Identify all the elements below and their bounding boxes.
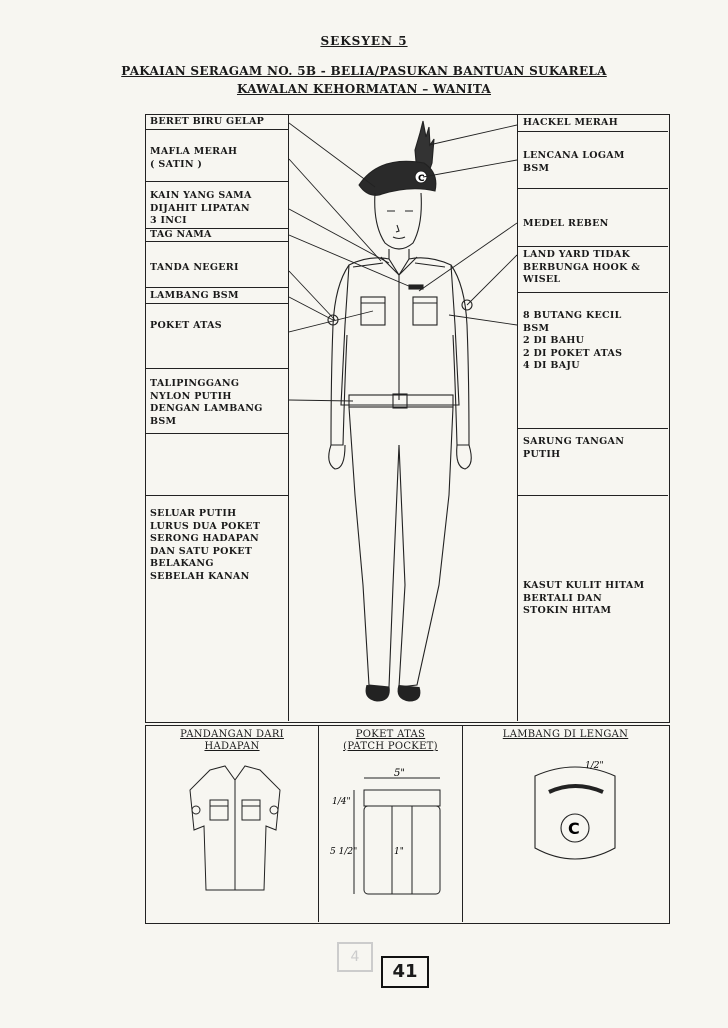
label-tanda-negeri: TANDA NEGERI bbox=[150, 262, 239, 273]
label-talipinggang: TALIPINGGANG NYLON PUTIH DENGAN LAMBANG BSM bbox=[150, 378, 263, 427]
label-lambang-bsm: LAMBANG BSM bbox=[150, 290, 239, 301]
front-shirt-sketch bbox=[180, 760, 290, 900]
label-mafla: MAFLA MERAH ( SATIN ) bbox=[150, 146, 238, 170]
ghost-page-number: 4 bbox=[337, 942, 373, 972]
label-hackel: HACKEL MERAH bbox=[523, 117, 618, 128]
label-sarung-tangan: SARUNG TANGAN PUTIH bbox=[523, 436, 625, 460]
arm-badge-sketch bbox=[525, 752, 625, 872]
uniform-figure-illustration bbox=[289, 115, 517, 720]
hat-badge-letter: C bbox=[418, 174, 425, 184]
table-divider-right bbox=[517, 114, 518, 721]
section-heading: SEKSYEN 5 bbox=[320, 34, 408, 48]
page-number: 41 bbox=[381, 956, 429, 988]
label-kain: KAIN YANG SAMA DIJAHIT LIPATAN 3 INCI bbox=[150, 190, 252, 226]
caption-patch-pocket: POKET ATAS (PATCH POCKET) bbox=[343, 729, 438, 752]
pocket-width-dim: 5" bbox=[394, 768, 405, 779]
page-title: PAKAIAN SERAGAM NO. 5B - BELIA/PASUKAN BANTUAN SUKARELA bbox=[121, 64, 607, 78]
label-butang: 8 BUTANG KECIL BSM 2 DI BAHU 2 DI POKET ATAS 4 DI BAJU bbox=[523, 310, 623, 371]
label-land-yard: LAND YARD TIDAK BERBUNGA HOOK & WISEL bbox=[523, 249, 641, 285]
label-tag-nama: TAG NAMA bbox=[150, 229, 212, 240]
pocket-height-dim: 5 1/2" bbox=[330, 847, 358, 857]
pocket-pleat-dim: 1" bbox=[394, 847, 404, 857]
label-poket-atas: POKET ATAS bbox=[150, 320, 222, 331]
pocket-sketch bbox=[330, 768, 455, 903]
label-seluar: SELUAR PUTIH LURUS DUA POKET SERONG HADAPAN DAN SATU POKET BELAKANG SEBELAH KANAN bbox=[150, 508, 261, 582]
label-medel: MEDEL REBEN bbox=[523, 218, 609, 229]
caption-front-view: PANDANGAN DARI HADAPAN bbox=[180, 729, 284, 752]
caption-arm-badge: LAMBANG DI LENGAN bbox=[502, 729, 629, 740]
badge-dim: 1/2" bbox=[585, 761, 604, 771]
label-lencana: LENCANA LOGAM BSM bbox=[523, 150, 625, 174]
page-subtitle: KAWALAN KEHORMATAN – WANITA bbox=[236, 82, 492, 96]
badge-letter: C bbox=[568, 819, 580, 838]
pocket-flap-dim: 1/4" bbox=[332, 797, 351, 807]
label-beret: BERET BIRU GELAP bbox=[150, 116, 265, 127]
label-kasut: KASUT KULIT HITAM BERTALI DAN STOKIN HITAM bbox=[523, 580, 645, 616]
